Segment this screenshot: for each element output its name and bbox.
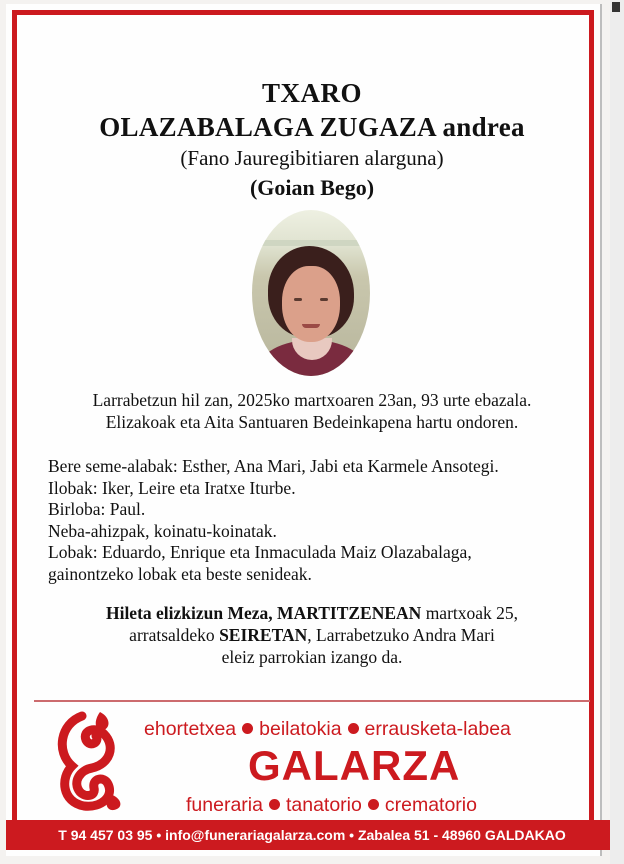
bullet-dot-icon [348,723,359,734]
brand-name: GALARZA [248,742,461,789]
scan-edge [610,0,624,864]
funeral-line-3: eleiz parrokian izango da. [221,647,403,667]
family-line: Neba-ahizpak, koinatu-koinatak. [48,520,277,541]
tagline-item: funeraria [186,794,263,816]
family-list [48,455,499,584]
tagline-item: crematorio [384,794,477,816]
widow-of-line: (Fano Jauregibitiaren alarguna) [180,146,444,170]
family-line: Birloba: Paul. [48,499,146,519]
footer-divider [34,700,590,702]
family-line: gainontzeko lobak eta beste senideak. [48,563,312,584]
bullet-dot-icon [269,799,280,810]
services-tagline-basque [144,718,511,741]
funeral-day: MARTITZENEAN [277,603,422,623]
bullet-dot-icon [242,723,253,734]
tagline-item: tanatorio [285,794,362,816]
funeral-time-prefix: arratsaldeko [129,625,215,645]
funeral-place: , Larrabetzuko Andra Mari [307,625,495,645]
contact-bar: T 94 457 03 95 • info@funerariagalarza.com • Zabalea 51 - 48960 GALDAKAO [6,820,618,850]
deceased-portrait-photo [252,210,370,376]
funeral-info [0,602,624,668]
family-line: Lobak: Eduardo, Enrique eta Inmaculada Maiz Olazabalaga, [48,542,472,562]
services-tagline-spanish [186,794,477,817]
funeral-line-1 [0,602,624,624]
deceased-first-name: TXARO [261,78,362,108]
nickname-line: (Goian Bego) [249,175,375,200]
tagline-item: ehortetxea [144,718,237,740]
funeral-line-2 [0,624,624,646]
tagline-item: beilatokia [259,718,342,740]
funeral-time: SEIRETAN [219,625,308,645]
scan-edge-mark [612,2,620,12]
death-notice-line-2: Elizakoak eta Aita Santuaren Bedeinkapena hartu ondoren. [105,412,519,432]
family-line: Ilobak: Iker, Leire eta Iratxe Iturbe. [48,477,296,498]
funeral-date: martxoak 25, [425,603,519,623]
deceased-full-name: OLAZABALAGA ZUGAZA andrea [99,112,525,142]
funeral-mass-label: Hileta elizkizun Meza, [105,603,273,623]
family-line: Bere seme-alabak: Esther, Ana Mari, Jabi eta Karmele Ansotegi. [48,456,499,476]
galarza-swirl-logo-icon [52,708,132,812]
tagline-item: errausketa-labea [364,718,511,740]
death-notice-line-1: Larrabetzun hil zan, 2025ko martxoaren 23an, 93 urte ebazala. [92,390,532,410]
bullet-dot-icon [368,799,379,810]
